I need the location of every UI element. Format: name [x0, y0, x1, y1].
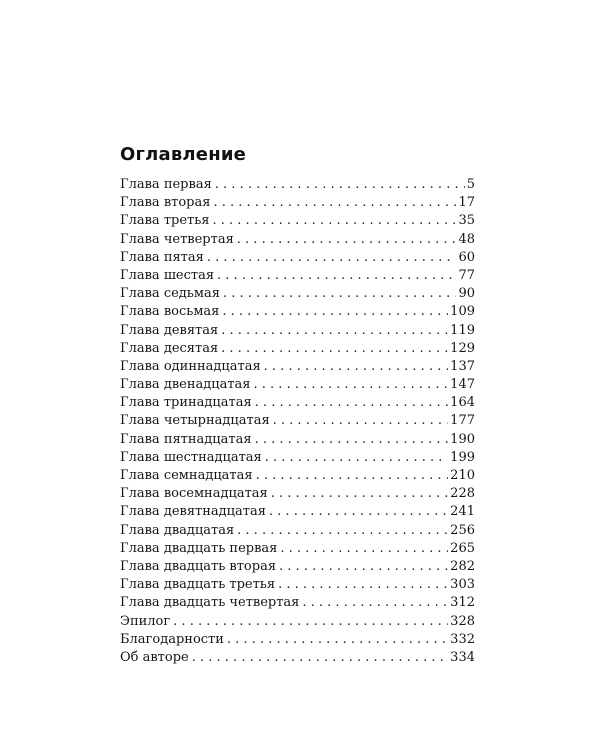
dot-leader	[221, 340, 448, 358]
toc-entry-label: Глава четвертая	[120, 231, 234, 247]
toc-entry	[120, 212, 475, 230]
toc-entry-page-number: 90	[458, 286, 475, 302]
toc-entry-label: Глава одиннадцатая	[120, 358, 261, 374]
dot-leader	[302, 594, 448, 612]
dot-leader	[264, 358, 449, 376]
toc-entry-page-number: 241	[450, 504, 475, 520]
toc-entry-label: Глава вторая	[120, 195, 211, 211]
toc-entry-page-number: 109	[450, 304, 475, 320]
toc-entry-page-number: 332	[450, 631, 475, 647]
toc-entry-label: Глава четырнадцатая	[120, 413, 270, 429]
toc-entry-page-number: 5	[466, 177, 475, 192]
toc-entry	[120, 322, 475, 340]
toc-entry	[120, 649, 475, 667]
toc-entry	[120, 485, 475, 503]
dot-leader	[173, 613, 448, 631]
toc-entry-label: Глава девятнадцатая	[120, 504, 266, 520]
table-of-contents	[120, 176, 475, 667]
toc-entry-label: Глава шестнадцатая	[120, 449, 262, 465]
dot-leader	[213, 212, 457, 230]
toc-entry-page-number: 199	[450, 449, 475, 465]
toc-entry-label: Глава двадцатая	[120, 522, 235, 538]
dot-leader	[256, 467, 449, 485]
toc-entry-label: Глава десятая	[120, 340, 219, 356]
toc-entry-page-number: 35	[458, 213, 475, 229]
toc-entry-page-number: 164	[450, 395, 475, 411]
toc-entry-page-number: 119	[450, 322, 475, 338]
toc-entry	[120, 194, 475, 212]
toc-entry-page-number: 77	[458, 267, 475, 283]
dot-leader	[217, 267, 456, 285]
toc-entry	[120, 412, 475, 430]
toc-entry	[120, 249, 475, 267]
toc-entry-label: Глава двадцать вторая	[120, 558, 277, 574]
toc-entry	[120, 631, 475, 649]
toc-entry	[120, 303, 475, 321]
toc-entry	[120, 376, 475, 394]
toc-entry-page-number: 256	[450, 522, 475, 538]
dot-leader	[273, 412, 449, 430]
toc-entry-label: Эпилог	[120, 613, 171, 629]
toc-entry-label: Об авторе	[120, 649, 189, 665]
toc-entry	[120, 231, 475, 249]
toc-entry	[120, 449, 475, 467]
toc-entry	[120, 540, 475, 558]
dot-leader	[237, 231, 457, 249]
toc-entry-label: Глава девятая	[120, 322, 219, 338]
toc-entry	[120, 558, 475, 576]
toc-entry	[120, 503, 475, 521]
dot-leader	[227, 631, 448, 649]
dot-leader	[213, 194, 456, 212]
toc-entry-label: Глава шестая	[120, 267, 215, 283]
toc-entry-page-number: 265	[450, 540, 475, 556]
toc-entry	[120, 522, 475, 540]
toc-entry-page-number: 228	[450, 486, 475, 502]
dot-leader	[254, 376, 449, 394]
toc-entry-page-number: 147	[450, 377, 475, 393]
toc-entry	[120, 394, 475, 412]
toc-entry	[120, 576, 475, 594]
toc-entry-label: Глава семнадцатая	[120, 468, 253, 483]
dot-leader	[278, 576, 448, 594]
dot-leader	[192, 649, 448, 667]
toc-entry-page-number: 60	[458, 249, 475, 265]
toc-entry-label: Глава пятнадцатая	[120, 431, 252, 447]
dot-leader	[237, 522, 448, 540]
dot-leader	[207, 249, 457, 267]
toc-entry-label: Глава двадцать первая	[120, 540, 278, 556]
dot-leader	[255, 431, 449, 449]
dot-leader	[280, 540, 448, 558]
toc-entry-label: Глава тринадцатая	[120, 395, 252, 411]
toc-entry	[120, 467, 475, 485]
toc-entry-label: Глава двадцать четвертая	[120, 595, 300, 611]
toc-entry-page-number: 17	[458, 195, 475, 211]
toc-entry-page-number: 334	[450, 649, 475, 665]
toc-entry	[120, 431, 475, 449]
toc-entry-label: Глава двенадцатая	[120, 377, 251, 393]
toc-entry	[120, 594, 475, 612]
toc-entry-label: Глава восьмая	[120, 304, 220, 320]
toc-entry-label: Глава восемнадцатая	[120, 486, 268, 502]
dot-leader	[255, 394, 449, 412]
dot-leader	[279, 558, 448, 576]
toc-entry	[120, 176, 475, 194]
toc-entry-page-number: 303	[450, 577, 475, 593]
toc-entry-label: Глава двадцать третья	[120, 577, 276, 593]
toc-entry-label: Глава первая	[120, 177, 212, 192]
dot-leader	[221, 322, 448, 340]
toc-entry-page-number: 190	[450, 431, 475, 447]
toc-entry-label: Глава пятая	[120, 249, 204, 265]
toc-entry	[120, 613, 475, 631]
toc-entry	[120, 285, 475, 303]
toc-entry-label: Глава седьмая	[120, 286, 220, 302]
toc-entry	[120, 340, 475, 358]
toc-entry-page-number: 129	[450, 340, 475, 356]
toc-entry-page-number: 177	[450, 413, 475, 429]
toc-entry-page-number: 48	[458, 231, 475, 247]
toc-entry-page-number: 137	[450, 358, 475, 374]
dot-leader	[222, 303, 448, 321]
dot-leader	[265, 449, 448, 467]
toc-entry-page-number: 210	[450, 468, 475, 483]
dot-leader	[223, 285, 457, 303]
toc-entry	[120, 267, 475, 285]
page-title: Оглавление	[120, 144, 247, 165]
toc-entry	[120, 358, 475, 376]
toc-entry-page-number: 312	[450, 595, 475, 611]
toc-entry-page-number: 282	[450, 558, 475, 574]
toc-entry-label: Благодарности	[120, 631, 224, 647]
dot-leader	[269, 503, 448, 521]
toc-entry-label: Глава третья	[120, 213, 210, 229]
dot-leader	[215, 176, 465, 194]
toc-entry-page-number: 328	[450, 613, 475, 629]
dot-leader	[271, 485, 448, 503]
